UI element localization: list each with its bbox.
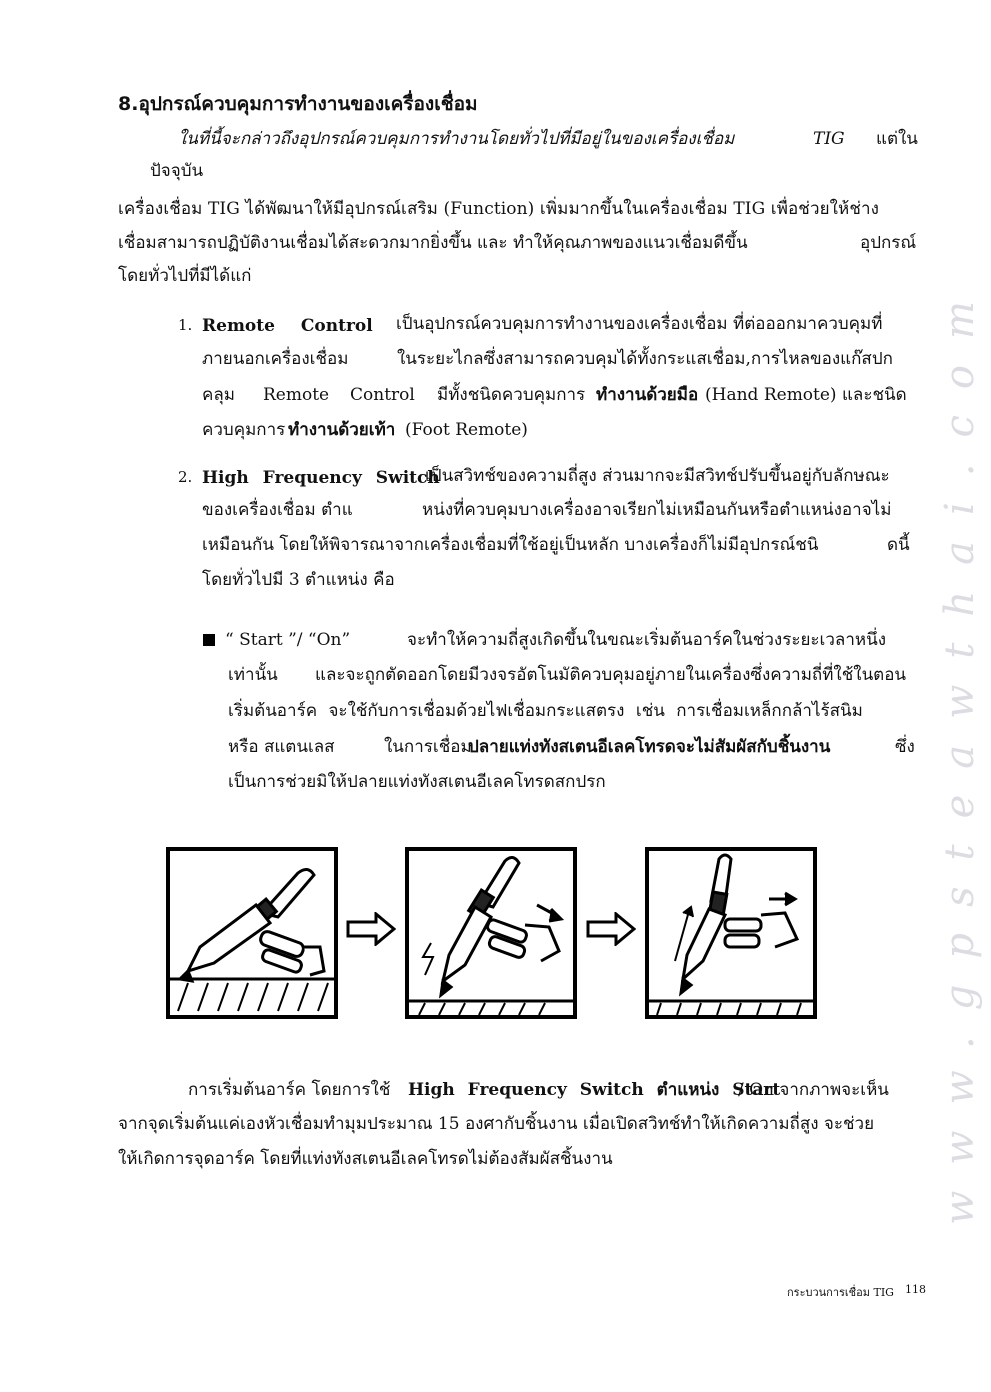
caption-line-1a: การเริ่มต้นอาร์ค โดยการใช้ <box>188 1080 391 1100</box>
item-1-line-3c: Control <box>350 385 415 405</box>
torch-angled-illustration <box>170 851 334 1015</box>
item-2-line-3a: เหมือนกัน โดยให้พิจารณาจากเครื่องเชื่อมที่ใช้อยู่เป็นหลัก บางเครื่องก็ไม่มีอุปกรณ์ชนิ <box>202 535 819 555</box>
item-2-line-4: โดยทั่วไปมี 3 ตำแหน่ง คือ <box>202 570 395 590</box>
bullet-line-4b: ในการเชื่อม <box>384 737 472 757</box>
figure-panel-1 <box>166 847 338 1019</box>
caption-line-1b: High Frequency Switch ตำแหน่ง Start <box>408 1080 781 1100</box>
item-1-line-4c: (Foot Remote) <box>405 420 528 440</box>
item-1-number: 1. <box>178 316 193 334</box>
bullet-label <box>203 632 350 649</box>
bullet-label-text: “ Start ”/ “On” <box>225 630 351 650</box>
arrow-right-icon <box>346 912 396 950</box>
bullet-line-2a: เท่านั้น <box>228 665 278 685</box>
intro-line-3: เครื่องเชื่อม TIG ได้พัฒนาให้มีอุปกรณ์เสริม (Function) เพิ่มมากขึ้นในเครื่องเชื่อม TIG เพื่อช่วยให้ช่าง <box>118 199 880 219</box>
item-1-line-2a: ภายนอกเครื่องเชื่อม <box>202 349 349 369</box>
intro-line-4: เชื่อมสามารถปฏิบัติงานเชื่อมได้สะดวกมากยิ่งขึ้น และ ทำให้คุณภาพของแนวเชื่อมดีขึ้น <box>118 233 748 253</box>
section-heading: 8.อุปกรณ์ควบคุมการทำงานของเครื่องเชื่อม <box>118 93 478 115</box>
item-2-number: 2. <box>178 468 193 486</box>
intro-line-2: ปัจจุบัน <box>150 161 204 181</box>
watermark: www.gpsteawthai.com <box>937 275 983 1225</box>
caption-line-3: ให้เกิดการจุดอาร์ค โดยที่แท่งทังสเตนอีเลคโทรดไม่ต้องสัมผัสชิ้นงาน <box>118 1149 613 1169</box>
item-2-line-2a: ของเครื่องเชื่อม ตำแ <box>202 500 353 520</box>
bullet-square-icon <box>203 634 215 646</box>
bullet-line-3: เริ่มต้นอาร์ค จะใช้กับการเชื่อมด้วยไฟเชื่อมกระแสตรง เช่น การเชื่อมเหล็กกล้าไร้สนิม <box>228 701 863 721</box>
intro-line-4-end: อุปกรณ์ <box>860 233 917 253</box>
item-1-line-4b: ทำงานด้วยเท้า <box>288 420 396 440</box>
page-number: 118 <box>905 1283 926 1296</box>
torch-vertical-illustration <box>649 851 813 1015</box>
item-2-line-2b: หน่งที่ควบคุมบางเครื่องอาจเรียกไม่เหมือนกันหรือตำแหน่งอาจไม่ <box>422 500 892 520</box>
intro-line-1-end: แต่ใน <box>876 129 918 149</box>
bullet-line-2b: และจะถูกตัดออกโดยมีวงจรอัตโนมัติควบคุมอยู่ภายในเครื่องซึ่งความถี่ที่ใช้ในตอน <box>315 665 907 685</box>
arrow-right-icon-2 <box>586 912 636 950</box>
item-1-line-3d: มีทั้งชนิดควบคุมการ <box>437 385 586 405</box>
item-1-title: Remote Control <box>202 316 373 336</box>
intro-line-5: โดยทั่วไปที่มีได้แก่ <box>118 266 252 286</box>
bullet-line-4a: หรือ สแตนเลส <box>228 737 335 757</box>
item-2-line-3b: ดนี้ <box>887 535 910 555</box>
caption-line-2: จากจุดเริ่มต้นแค่เองหัวเชื่อมทำมุมประมาณ 15 องศากับชิ้นงาน เมื่อเปิดสวิทช์ทำให้เกิดความถี่สูง จะช่วย <box>118 1114 875 1134</box>
item-2-line-1: เป็นสวิทช์ของความถี่สูง ส่วนมากจะมีสวิทช์ปรับขึ้นอยู่กับลักษณะ <box>425 466 890 486</box>
bullet-line-5: เป็นการช่วยมิให้ปลายแท่งทังสเตนอีเลคโทรดสกปรก <box>228 772 606 792</box>
item-1-line-1: เป็นอุปกรณ์ควบคุมการทำงานของเครื่องเชื่อม ที่ต่อออกมาควบคุมที่ <box>396 314 883 334</box>
intro-line-1: ในที่นี้จะกล่าวถึงอุปกรณ์ควบคุมการทำงานโดยทั่วไปที่มีอยู่ในของเครื่องเชื่อม <box>178 129 735 149</box>
caption-line-1c: / On จากภาพจะเห็น <box>738 1080 889 1100</box>
item-1-line-4a: ควบคุมการ <box>202 420 286 440</box>
figure-panel-2 <box>405 847 577 1019</box>
item-2-title: High Frequency Switch <box>202 468 440 488</box>
footer-label: กระบวนการเชื่อม TIG <box>787 1286 894 1299</box>
item-1-line-3e: ทำงานด้วยมือ <box>596 385 699 405</box>
intro-tig: TIG <box>813 129 845 149</box>
item-1-line-2b: ในระยะไกลซึ่งสามารถควบคุมได้ทั้งกระแสเชื่อม,การไหลของแก๊สปก <box>397 349 893 369</box>
bullet-line-1: จะทำให้ความถี่สูงเกิดขึ้นในขณะเริ่มต้นอาร์คในช่วงระยะเวลาหนึ่ง <box>407 630 886 650</box>
item-1-line-3f: (Hand Remote) และชนิด <box>705 385 907 405</box>
bullet-line-4d: ซึ่ง <box>895 737 915 757</box>
item-1-line-3b: Remote <box>263 385 330 405</box>
item-1-line-3a: คลุม <box>202 385 235 405</box>
torch-arc-start-illustration <box>409 851 573 1015</box>
bullet-line-4c: ปลายแท่งทังสเตนอีเลคโทรดจะไม่สัมผัสกับชิ้นงาน <box>468 737 831 757</box>
figure-panel-3 <box>645 847 817 1019</box>
